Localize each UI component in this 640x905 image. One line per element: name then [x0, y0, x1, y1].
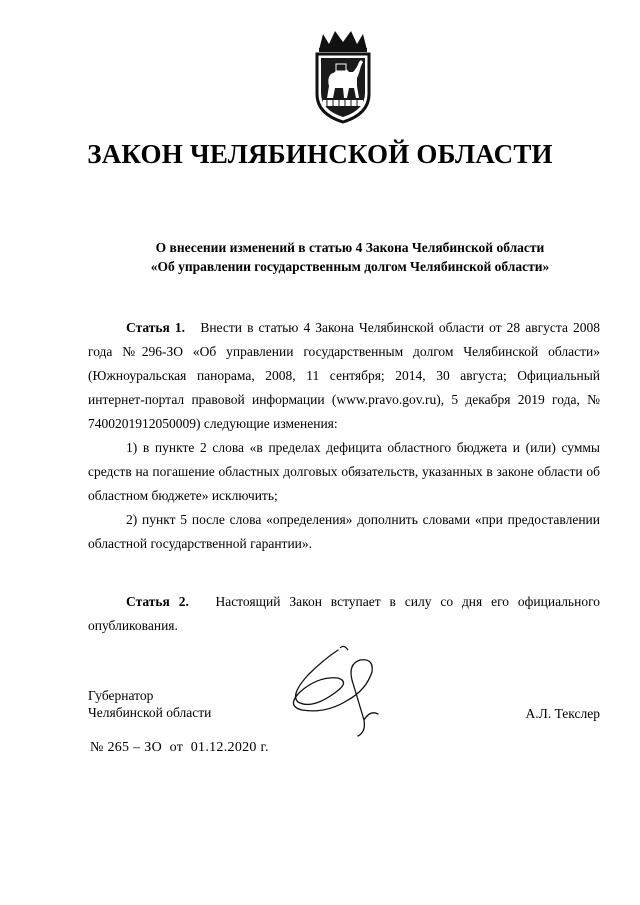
- signatory-name: А.Л. Текслер: [525, 706, 600, 721]
- article-1-paragraph: [88, 316, 600, 436]
- position-line-1: Губернатор: [88, 688, 154, 703]
- position-line-2: Челябинской области: [88, 705, 212, 720]
- article-1-item-2: 2) пункт 5 после слова «определения» дополнить словами «при предоставлении областной государственной гарантии».: [88, 512, 600, 551]
- article-2-paragraph: [88, 590, 600, 638]
- coat-of-arms-icon: [305, 28, 381, 124]
- article-1-label: Статья 1.: [126, 320, 186, 335]
- article-1-text: Внести в статью 4 Закона Челябинской области от 28 августа 2008 года №296-ЗО «Об управлении государственным долгом Челябинской области» (Южноуральская панорама, 2008, 11 сентября; 2014, 30 августа; Официальный интернет-портал правовой информации (www.pravo.gov.ru), 5 декабря 2019 года, № 7400201912050009) следующие изменения:: [88, 320, 601, 431]
- law-title: ЗАКОН ЧЕЛЯБИНСКОЙ ОБЛАСТИ: [87, 139, 553, 169]
- law-subtitle: [60, 238, 640, 276]
- subtitle-line-2: «Об управлении государственным долгом Челябинской области»: [150, 259, 550, 274]
- subtitle-line-1: О внесении изменений в статью 4 Закона Челябинской области: [155, 240, 545, 255]
- article-2-label: Статья 2.: [126, 594, 189, 609]
- signature-block: [88, 687, 600, 727]
- article-2-text: Настоящий Закон вступает в силу со дня его официального опубликования.: [88, 594, 601, 633]
- law-number-date: № 265 – ЗО от 01.12.2020 г.: [90, 740, 269, 755]
- signatory-position: [88, 687, 211, 721]
- article-1-item-1: 1) в пункте 2 слова «в пределах дефицита областного бюджета и (или) суммы средств на погашение областных долговых обязательств, указанных в законе области об областном бюджете» исключить;: [88, 440, 600, 503]
- law-body: [88, 316, 600, 638]
